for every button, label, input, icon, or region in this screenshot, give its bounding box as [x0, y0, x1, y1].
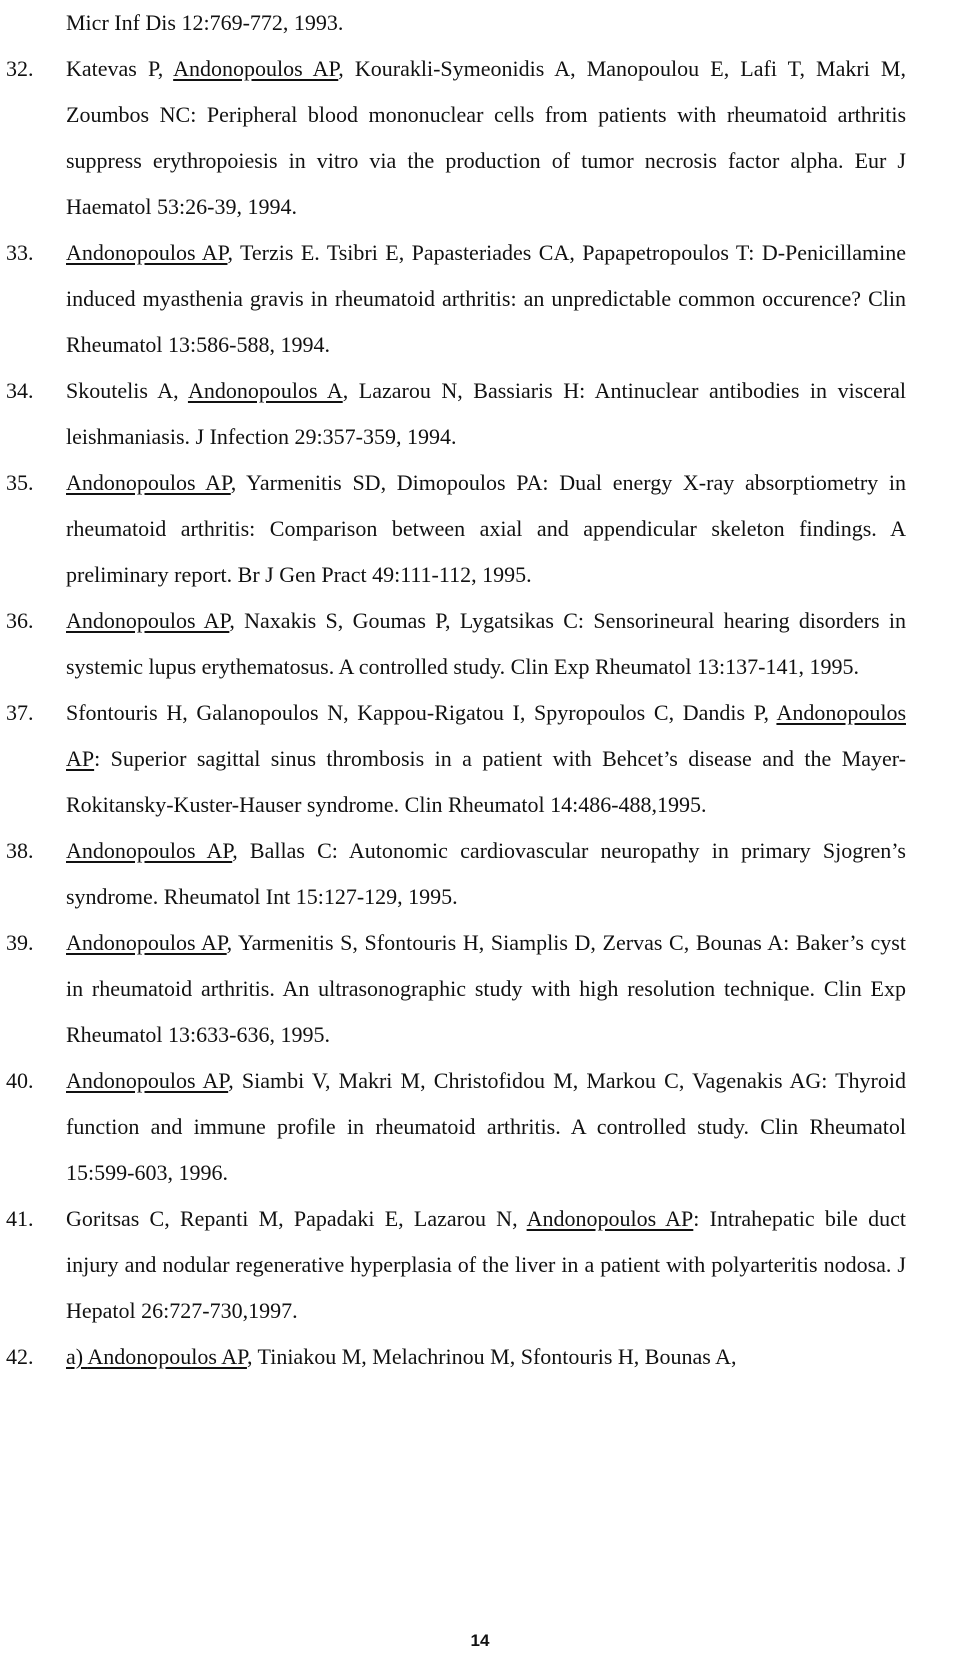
reference-text-segment: , Kourakli-Symeonidis A, Manopoulou E, Lafi T, Makri M, Zoumbos NC: Peripheral blood mononuclear cells from patients with rheumatoid arthritis suppress erythropoiesis in vitro via the production of tumor necrosis factor alpha. Eur J Haematol 53:26-39, 1994.	[66, 56, 906, 219]
reference-item	[0, 690, 960, 828]
reference-text	[66, 230, 906, 368]
reference-text-segment: Goritsas C, Repanti M, Papadaki E, Lazarou N,	[66, 1206, 527, 1231]
reference-text-segment: , Yarmenitis SD, Dimopoulos PA: Dual energy X-ray absorptiometry in rheumatoid arthritis: Comparison between axial and appendicular skeleton findings. A preliminary report. Br J Gen Pract 49:111-112, 1995.	[66, 470, 906, 587]
reference-underlined-author: Andonopoulos AP	[66, 930, 227, 955]
reference-text-segment: , Ballas C: Autonomic cardiovascular neuropathy in primary Sjogren’s syndrome. Rheumatol Int 15:127-129, 1995.	[66, 838, 906, 909]
reference-item	[0, 828, 960, 920]
reference-text	[66, 1334, 906, 1380]
reference-underlined-author: Andonopoulos AP	[66, 240, 228, 265]
reference-underlined-author: a)	[66, 1344, 88, 1369]
reference-item	[0, 46, 960, 230]
reference-text	[66, 920, 906, 1058]
reference-item	[0, 1334, 960, 1380]
reference-underlined-author: Andonopoulos AP	[87, 1344, 247, 1369]
reference-text-segment: , Naxakis S, Goumas P, Lygatsikas C: Sensorineural hearing disorders in systemic lupus erythematosus. A controlled study. Clin Exp Rheumatol 13:137-141, 1995.	[66, 608, 906, 679]
reference-text-segment: , Yarmenitis S, Sfontouris H, Siamplis D, Zervas C, Bounas A: Baker’s cyst in rheumatoid arthritis. An ultrasonographic study with high resolution technique. Clin Exp Rheumatol 13:633-636, 1995.	[66, 930, 906, 1047]
reference-number: 32.	[6, 56, 34, 81]
reference-number: 42.	[6, 1344, 34, 1369]
reference-number: 40.	[6, 1068, 34, 1093]
reference-number: 33.	[6, 240, 34, 265]
reference-text	[66, 460, 906, 598]
reference-text-segment: , Lazarou N, Bassiaris H: Antinuclear antibodies in visceral leishmaniasis. J Infection 29:357-359, 1994.	[66, 378, 906, 449]
reference-underlined-author: Andonopoulos AP	[66, 608, 230, 633]
reference-text-segment: Sfontouris H, Galanopoulos N, Kappou-Rigatou I, Spyropoulos C, Dandis P,	[66, 700, 777, 725]
reference-underlined-author: Andonopoulos AP	[66, 838, 233, 863]
reference-text-segment: : Superior sagittal sinus thrombosis in a patient with Behcet’s disease and the Mayer-Rokitansky-Kuster-Hauser syndrome. Clin Rheumatol 14:486-488,1995.	[66, 746, 906, 817]
reference-text	[66, 1196, 906, 1334]
reference-text-segment: Katevas P,	[66, 56, 174, 81]
reference-continuation: Micr Inf Dis 12:769-772, 1993.	[66, 10, 344, 35]
reference-item	[0, 368, 960, 460]
reference-item	[0, 598, 960, 690]
reference-underlined-author: Andonopoulos AP	[66, 700, 906, 771]
reference-item	[0, 460, 960, 598]
reference-number: 35.	[6, 470, 34, 495]
reference-underlined-author: Andonopoulos A	[187, 378, 343, 403]
reference-text	[66, 1058, 906, 1196]
page-number: 14	[470, 1631, 490, 1650]
reference-item	[0, 1196, 960, 1334]
reference-underlined-author: Andonopoulos AP	[173, 56, 339, 81]
reference-item	[0, 920, 960, 1058]
reference-underlined-author: Andonopoulos AP	[66, 470, 231, 495]
reference-list	[0, 46, 960, 1380]
reference-number: 41.	[6, 1206, 34, 1231]
reference-number: 36.	[6, 608, 34, 633]
reference-text-segment: , Tiniakou M, Melachrinou M, Sfontouris H, Bounas A,	[246, 1344, 737, 1369]
reference-underlined-author: Andonopoulos AP	[526, 1206, 694, 1231]
reference-text-segment: : Intrahepatic bile duct injury and nodular regenerative hyperplasia of the liver in a patient with polyarteritis nodosa. J Hepatol 26:727-730,1997.	[66, 1206, 906, 1323]
reference-number: 39.	[6, 930, 34, 955]
reference-item	[0, 230, 960, 368]
reference-item	[0, 1058, 960, 1196]
reference-number: 37.	[6, 700, 34, 725]
reference-text	[66, 828, 906, 920]
reference-text-segment: , Siambi V, Makri M, Christofidou M, Markou C, Vagenakis AG: Thyroid function and immune profile in rheumatoid arthritis. A controlled study. Clin Rheumatol 15:599-603, 1996.	[66, 1068, 906, 1185]
reference-text	[66, 690, 906, 828]
reference-text	[66, 368, 906, 460]
reference-underlined-author: Andonopoulos AP	[66, 1068, 229, 1093]
reference-number: 34.	[6, 378, 34, 403]
reference-text	[66, 46, 906, 230]
reference-number: 38.	[6, 838, 34, 863]
reference-text-segment: Skoutelis A,	[66, 378, 188, 403]
reference-text	[66, 598, 906, 690]
reference-text-segment: , Terzis E. Tsibri E, Papasteriades CA, Papapetropoulos T: D-Penicillamine induced myasthenia gravis in rheumatoid arthritis: an unpredictable common occurence? Clin Rheumatol 13:586-588, 1994.	[66, 240, 906, 357]
